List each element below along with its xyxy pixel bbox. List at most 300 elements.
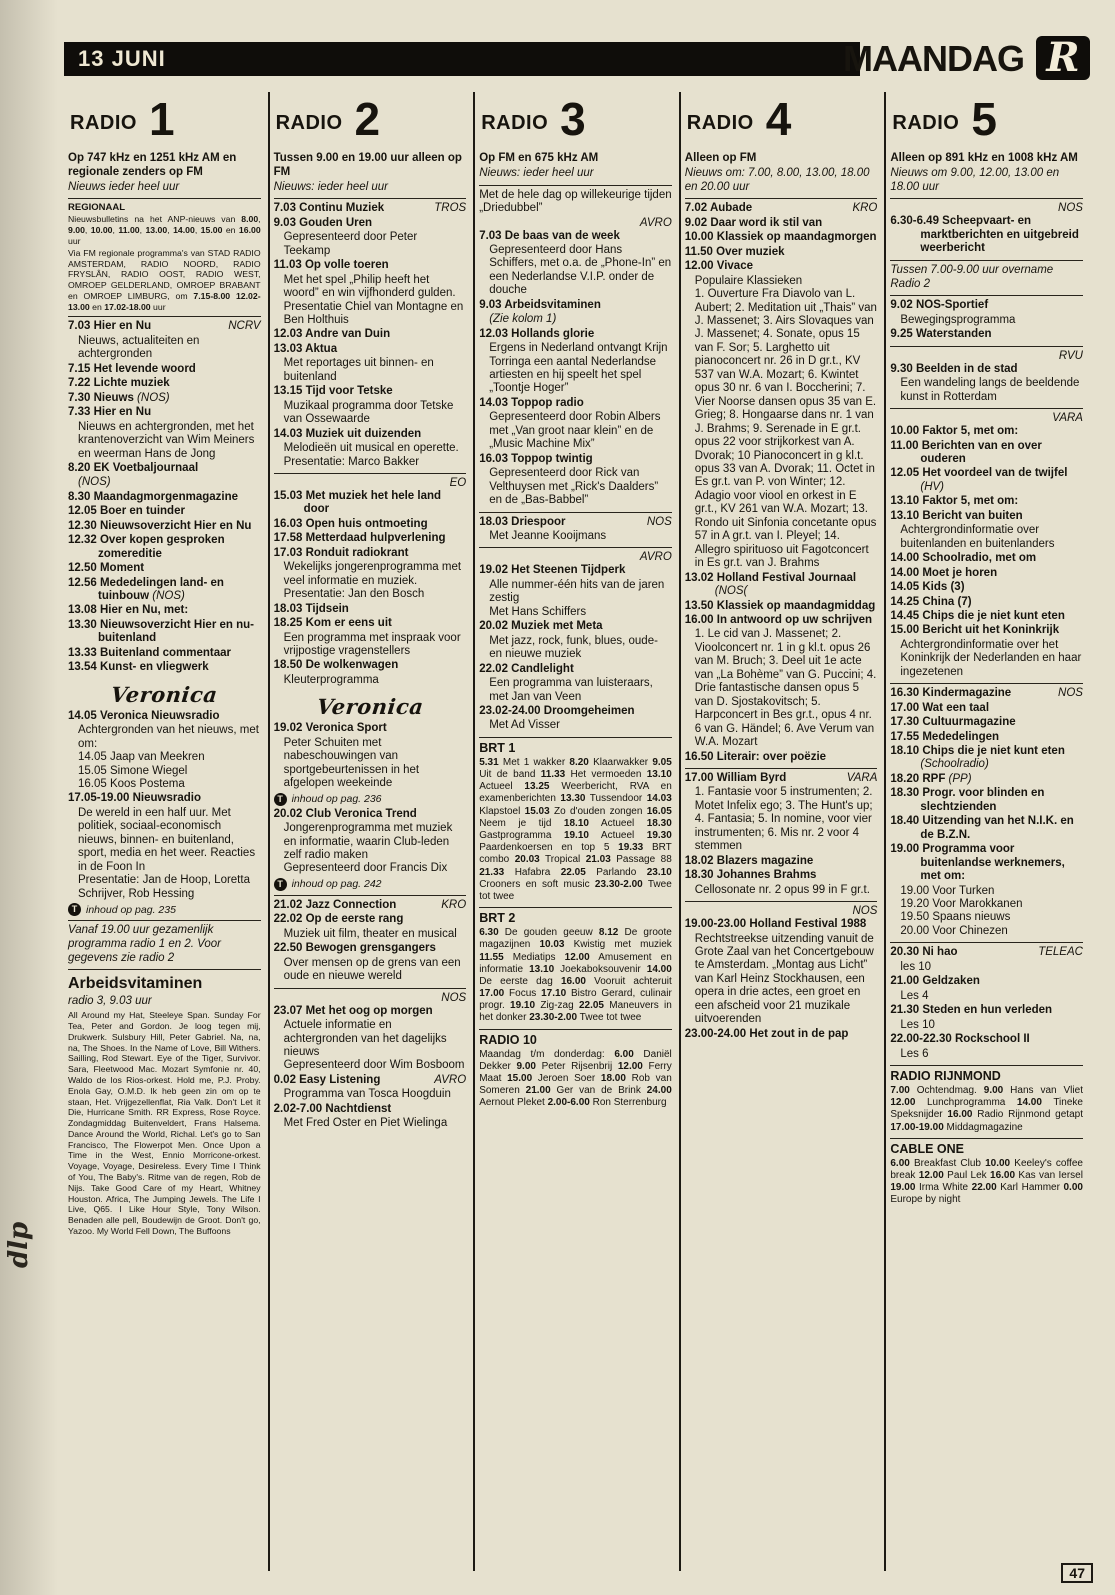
radio-column-3 (475, 92, 681, 1571)
program-description: Met jazz, rock, funk, blues, oude- en nieuwe muziek (489, 634, 658, 661)
divider (479, 907, 672, 908)
section-subheader: BRT 1 (479, 740, 516, 755)
frequency-info: Tussen 9.00 en 19.00 uur alleen op FM (273, 152, 462, 178)
news-schedule-note: Nieuws: ieder heel uur (273, 180, 389, 193)
program-title: Het Steenen Tijdperk (507, 564, 626, 577)
program-description: 1. Ouverture Fra Diavolo van L. Aubert; 2. Meditation uit „Thais” van J. Massenet; 3. Airs Slovaques van J. Massenet; 4. Sonate, opus 15 van F. Sor; 5. Larghetto uit pianoconcert nr. 26 in D gr.t., KV 537 van W.A. Mozart; 6. Kwintet opus 30 nr. 6 van I. Boccherini; 7. Vier Noorse dansen opus 35 van E. Grieg; 8. Hongaarse dans nr. 1 van J. Brahms; 9. Serenade in E gr.t. opus 22 voor strijkorkest van A. Dvorak; 10 Pianoconcert in g kl.t. opus 33 van A. Dvorak; 11. Octet in Es gr.t. van P. von Winter; 12. Adagio voor viool en orkest in E gr.t., KV 261 van W.A. Mozart; 13. Rondo uit Sinfonia concetante opus 57 in A gr.t. van I. Pleyel; 14. Allegro spirituoso uit Fagotconcert in Es gr.t. van J. Brahms (694, 288, 877, 570)
program-description: Met Hans Schiffers (489, 605, 587, 618)
broadcaster-tag: TELEAC (1038, 946, 1083, 959)
program-title: Waterstanden (912, 328, 992, 341)
frequency-info: Alleen op 891 kHz en 1008 kHz AM (890, 152, 1078, 164)
program-title: Bericht van buiten (919, 509, 1023, 522)
program-description: Nieuws, actualiteiten en achtergronden (78, 334, 200, 361)
page-ref-note (274, 793, 467, 806)
program-title: Kunst- en vliegwerk (96, 661, 209, 674)
program-entry (274, 343, 467, 356)
program-description: Een programma met inspraak voor vrijpostige vragenstellers (283, 631, 461, 657)
program-time: 9.02 (890, 299, 913, 312)
program-time: 23.02-24.00 (479, 705, 541, 717)
program-title: Moment (96, 562, 145, 575)
program-title: Muziek uit duizenden (302, 427, 422, 440)
program-entry (479, 516, 672, 529)
program-entry (68, 661, 261, 674)
program-description: Met reportages uit binnen- en buitenland (283, 357, 434, 383)
program-description: Achtergrondinformatie over buitenlanden en buitenlanders (900, 524, 1055, 550)
program-entry (890, 510, 1083, 523)
news-schedule-note: Nieuws ieder heel uur (68, 180, 180, 193)
program-time: 19.02 (479, 564, 508, 577)
station-listing-text: 6.00 Breakfast Club 10.00 Keeley's coffee break 12.00 Paul Lek 16.00 Kas van Iersel 19.00 Irma White 22.00 Karl Hammer 0.00 Europe by night (890, 1157, 1083, 1206)
date-bar (64, 42, 860, 76)
program-time: 22.02 (273, 913, 303, 926)
program-entry (274, 1103, 467, 1116)
program-entry (68, 462, 261, 475)
program-title: EK Voetbaljournaal (90, 461, 199, 474)
program-title: Andre van Duin (302, 328, 391, 341)
program-entry (274, 385, 467, 398)
section-subheader: RADIO 10 (479, 1032, 537, 1047)
program-entry (890, 567, 1083, 580)
program-time: 7.03 (68, 320, 91, 333)
program-time: 9.30 (890, 362, 913, 375)
divider (890, 346, 1083, 347)
program-note: (PP) (945, 772, 972, 785)
program-time: 14.03 (479, 396, 508, 409)
program-title: Toppop radio (507, 396, 584, 409)
divider (890, 942, 1083, 943)
program-time: 20.30 (890, 946, 920, 959)
program-entry (890, 1033, 1083, 1046)
program-entry (274, 942, 467, 955)
program-time: 12.50 (68, 562, 97, 575)
program-title: Jazz Connection (302, 898, 397, 911)
program-time: 14.45 (890, 609, 920, 622)
program-title: Nieuwsradio (129, 792, 201, 805)
program-entry (274, 913, 467, 926)
program-title: Muziek met Meta (507, 620, 603, 633)
program-entry (890, 815, 1083, 842)
divider (479, 512, 672, 513)
program-description: 15.05 Simone Wiegel (78, 764, 188, 777)
program-title: Nieuwsoverzicht Hier en Nu (96, 519, 252, 532)
program-time: 17.58 (273, 532, 303, 545)
program-title: Veronica Nieuwsradio (96, 709, 220, 722)
program-entry (890, 328, 1083, 341)
columns-container (64, 92, 1090, 1571)
program-description: Achtergronden van het nieuws, met om: (78, 724, 259, 750)
program-title: Hollands glorie (507, 327, 595, 340)
program-time: 18.02 (684, 854, 714, 867)
column-number: 2 (354, 93, 381, 146)
program-entry (68, 710, 261, 723)
column-number: 1 (148, 93, 175, 146)
italic-note: Vanaf 19.00 uur gezamenlijk programma radio 1 en 2. Voor gegevens zie radio 2 (68, 924, 221, 964)
program-title: Met muziek het hele land door (302, 490, 442, 516)
program-description: Melodieën uit musical en operette. Presentatie: Marco Bakker (283, 442, 459, 468)
program-title: Continu Muziek (295, 202, 385, 215)
program-title: Easy Listening (295, 1073, 381, 1086)
program-time: 9.02 (684, 216, 708, 229)
smallprint-text: Via FM regionale programma's van STAD RADIO AMSTERDAM, RADIO NOORD, RADIO FRYSLÂN, RADIO OOST, RADIO WEST, OMROEP GELDERLAND, OMROEP BRABANT en OMROEP LIMBURG, om 7.15-8.00 12.02-13.00 en 17.02-18.00 uur (68, 247, 261, 312)
program-description: Programma van Tosca Hoogduin (283, 1088, 451, 1101)
veronica-logo: Veronica (109, 681, 219, 707)
program-time: 13.10 (890, 509, 920, 522)
program-time: 18.25 (273, 617, 303, 630)
program-time: 2.02-7.00 (273, 1102, 323, 1115)
program-time: 7.33 (68, 406, 91, 419)
program-title: Arbeidsvitaminen (501, 298, 601, 311)
program-time: 21.30 (890, 1004, 920, 1017)
program-entry (890, 946, 1083, 959)
program-title: De wolkenwagen (302, 659, 399, 672)
program-description-italic: (Zie kolom 1) (489, 313, 557, 326)
program-time: 20.02 (273, 807, 303, 820)
program-entry (685, 600, 878, 613)
program-description: Les 4 (900, 989, 929, 1002)
program-time: 21.00 (890, 975, 920, 988)
program-title: Mededelingen land- en tuinbouw (96, 576, 224, 603)
radio-column-4 (681, 92, 887, 1571)
program-time: 18.10 (890, 745, 920, 758)
program-time: 12.05 (68, 505, 97, 518)
program-title: Open huis ontmoeting (302, 517, 428, 530)
program-title: Ronduit radiokrant (302, 546, 409, 559)
column-number: 3 (560, 93, 586, 146)
program-entry (68, 392, 261, 405)
program-entry (890, 731, 1083, 744)
program-time: 9.03 (273, 216, 296, 229)
program-entry (890, 1004, 1083, 1017)
program-title: William Byrd (713, 771, 787, 784)
program-time: 18.03 (273, 602, 303, 615)
news-schedule-note: Nieuws om: 7.00, 8.00, 13.00, 18.00 en 20.00 uur (684, 166, 870, 193)
program-title: Het voordeel van de twijfel (919, 467, 1068, 480)
program-time: 18.40 (890, 815, 920, 828)
broadcaster-tag: NCRV (228, 320, 261, 333)
program-description: 1. Fantasie voor 5 instrumenten; 2. Motet Infelix ego; 3. The Hunt's up; 4. Fantasia; 5. In nomine, voor vier instrumenten; 6. Mis nr. 2 voor 4 stemmen (694, 786, 873, 853)
program-title: Geldzaken (919, 975, 980, 988)
program-time: 17.03 (273, 546, 303, 559)
program-title: Het levende woord (90, 362, 196, 375)
program-description-italic: (NOS) (78, 476, 111, 489)
section-subheader: BRT 2 (479, 911, 516, 926)
program-time: 7.03 (479, 229, 502, 242)
program-description: Met Jeanne Kooijmans (489, 530, 607, 543)
divider (68, 316, 261, 317)
program-time: 19.00-23.00 (684, 918, 747, 931)
column-number: 4 (765, 93, 792, 146)
program-time: 22.00-22.30 (890, 1033, 952, 1046)
day-label: MAANDAG (843, 38, 1024, 79)
program-time: 16.03 (273, 517, 303, 530)
program-time: 12.03 (273, 328, 303, 341)
program-title: Kom er eens uit (302, 617, 392, 630)
program-time: 12.03 (479, 327, 508, 340)
program-time: 12.00 (684, 260, 714, 273)
news-schedule-note: Nieuws: ieder heel uur (479, 166, 594, 179)
program-entry (890, 215, 1083, 255)
program-description: Alle nummer-één hits van de jaren zestig (489, 578, 665, 605)
program-entry (274, 808, 467, 821)
program-entry (890, 716, 1083, 729)
program-entry (890, 596, 1083, 609)
program-title: Buitenland commentaar (96, 646, 231, 659)
divider (274, 473, 467, 474)
program-entry (479, 663, 672, 676)
program-title: Over muziek (712, 245, 785, 258)
program-title: Vivace (713, 260, 753, 273)
program-entry (890, 581, 1083, 594)
program-description: Gepresenteerd door Robin Albers met „Van groot naar klein” en de „Music Machine Mix” (489, 411, 661, 451)
program-description: Nieuws en achtergronden, met het krantenoverzicht van Wim Meiners en weerman Hans de Jong (78, 420, 255, 460)
program-title: Nieuws (90, 391, 134, 404)
program-title: Nieuwsoverzicht Hier en nu-buitenland (96, 618, 254, 645)
page-ref-note (274, 878, 467, 891)
column-title: RADIO (481, 112, 549, 134)
program-title: Blazers magazine (713, 854, 814, 867)
program-entry (68, 377, 261, 390)
divider (890, 198, 1083, 199)
program-title: Moet je horen (919, 566, 998, 579)
column-header (275, 93, 467, 146)
program-description: Gepresenteerd door Hans Schiffers, met o.a. de „Phone-In” en een Nederlandse V.I.P. onder de douche (489, 243, 672, 297)
program-title: Gouden Uren (295, 216, 373, 229)
program-time: 18.30 (684, 869, 714, 882)
program-title: Scheepvaart- en marktberichten en uitgebreid weerbericht (920, 215, 1079, 255)
program-description: Populaire Klassieken (694, 274, 803, 287)
program-entry (479, 230, 672, 243)
divider (274, 895, 467, 896)
program-time: 10.00 (890, 425, 920, 438)
radio-column-1 (64, 92, 270, 1571)
program-time: 14.00 (890, 552, 920, 565)
broadcaster-tag: VARA (846, 771, 878, 784)
program-title: Klassiek op maandagmiddag (713, 599, 876, 612)
broadcaster-tag: KRO (852, 202, 878, 215)
program-time: 13.30 (68, 618, 97, 631)
program-entry (890, 552, 1083, 565)
station-listing-text: Maandag t/m donderdag: 6.00 Daniël Dekker 9.00 Peter Rijsenbrij 12.00 Ferry Maat 15.00 Jeroen Soer 18.00 Rob van Someren 21.00 Ger van de Brink 24.00 Aernout Pleket 2.00-6.00 Ron Sterrenburg (479, 1048, 672, 1109)
program-description: Gepresenteerd door Wim Bosboom (283, 1059, 465, 1072)
program-title: Toppop twintig (507, 452, 593, 465)
program-description: Actuele informatie en achtergronden van het dagelijks nieuws (283, 1019, 447, 1058)
page-ref-text: inhoud op pag. 242 (291, 878, 382, 891)
column-header (686, 93, 878, 146)
column-title: RADIO (70, 112, 137, 134)
program-time: 12.32 (68, 534, 97, 547)
program-description: De wereld in een half uur. Met politiek, sociaal-economisch nieuws, binnen- en buitenland, sport, media en het weer. Reacties in de Foon In (78, 806, 256, 873)
program-time: 11.00 (890, 439, 919, 452)
divider (890, 683, 1083, 684)
program-entry (685, 869, 878, 882)
program-title: Berichten van en over ouderen (918, 439, 1042, 465)
program-entry (274, 532, 467, 545)
teletext-icon: T (274, 878, 287, 891)
news-schedule-note: radio 3, 9.03 uur (68, 995, 152, 1008)
program-title: Aktua (302, 342, 338, 355)
column-header (70, 93, 261, 146)
program-entry (685, 572, 878, 599)
program-time: 20.02 (479, 620, 508, 633)
program-time: 13.33 (68, 646, 97, 659)
program-time: 7.30 (68, 391, 91, 404)
program-description: Gepresenteerd door Rick van Velthuysen met „Rick's Daalders” en de „Bas-Babbel” (489, 467, 659, 507)
program-entry (479, 397, 672, 410)
program-time: 18.03 (479, 515, 508, 528)
program-title: Kids (3) (919, 581, 965, 594)
program-time: 8.20 (68, 461, 91, 474)
date-label: 13 JUNI (78, 46, 166, 71)
program-time: 7.02 (684, 202, 708, 215)
broadcaster-tag: TROS (434, 202, 467, 215)
program-description: 19.50 Spaans nieuws (900, 911, 1011, 924)
program-entry (890, 773, 1083, 786)
program-time: 18.50 (273, 659, 303, 672)
program-title: Kindermagazine (919, 687, 1012, 700)
page-number: 47 (1061, 1563, 1093, 1583)
station-listing-text: 7.00 Ochtendmag. 9.00 Hans van Vliet 12.00 Lunchprogramma 14.00 Tineke Speksnijder 16.00 Radio Rijnmond getapt 17.00-19.00 Middagmagazine (890, 1085, 1083, 1133)
program-title: Tijd voor Tetske (302, 385, 393, 398)
program-title: Klassiek op maandagmorgen (713, 231, 877, 244)
program-time: 14.03 (273, 427, 303, 440)
divider (890, 295, 1083, 296)
program-title: Bericht uit het Koninkrijk (919, 624, 1060, 637)
program-note: (NOS) (133, 391, 170, 404)
divider (479, 547, 672, 548)
program-description: Met Fred Oster en Piet Wielinga (283, 1117, 448, 1130)
section-subheader: CABLE ONE (890, 1141, 964, 1156)
program-entry (68, 491, 261, 504)
program-time: 17.30 (890, 716, 920, 729)
program-entry (479, 564, 672, 577)
program-entry (68, 363, 261, 376)
program-time: 12.56 (68, 576, 97, 589)
program-time: 13.54 (68, 661, 97, 674)
program-time: 12.30 (68, 519, 97, 532)
program-entry (890, 610, 1083, 623)
program-entry (685, 751, 878, 764)
station-listing-text: 6.30 De gouden geeuw 8.12 De groote magazijnen 10.03 Kwistig met muziek 11.55 Mediatips 12.00 Amusement en informatie 13.10 Joekaboksouvenir 14.00 De eerste dag 16.00 Vooruit achteruit 17.00 Focus 17.10 Bistro Gerard, culinair progr. 19.10 Zig-zag 22.05 Maneuvers in het donker 23.30-2.00 Twee tot twee (479, 927, 672, 1024)
program-entry (890, 467, 1083, 494)
program-time: 19.02 (273, 722, 303, 735)
frequency-info: Op FM en 675 kHz AM (479, 152, 599, 164)
program-time: 22.02 (479, 662, 508, 675)
program-entry (68, 534, 261, 561)
program-title: Daar word ik stil van (707, 216, 823, 229)
program-time: 8.30 (68, 490, 91, 503)
program-description: Ergens in Nederland ontvangt Krijn Torringa een aantal Nederlandse artiesten en hij speelt het spel „Toontje Hoger” (489, 342, 668, 395)
divider (479, 185, 672, 186)
divider (890, 408, 1083, 409)
program-time: 7.22 (68, 377, 91, 390)
program-title: Cultuurmagazine (919, 716, 1016, 729)
program-entry (68, 792, 261, 805)
program-title: Tijdsein (302, 602, 349, 615)
broadcaster-label: NOS (1058, 202, 1083, 215)
program-time: 14.05 (890, 581, 920, 594)
program-title: Holland Festival Journaal (713, 571, 857, 584)
program-title: Steden en hun verleden (919, 1004, 1053, 1017)
program-title: Metterdaad hulpverlening (302, 532, 446, 545)
program-title: Maandagmorgenmagazine (90, 490, 239, 503)
program-time: 16.03 (479, 452, 508, 465)
program-time: 23.07 (273, 1004, 303, 1017)
program-entry (274, 617, 467, 630)
program-note: (NOS( (714, 585, 748, 598)
program-title: Progr. voor blinden en slechtzienden (919, 787, 1045, 813)
program-entry (274, 899, 467, 912)
teletext-icon: T (274, 793, 287, 806)
program-description: Met het spel „Philip heeft het woord” en win vijfhonderd gulden. Presentatie Chiel van Montagne en Ben Holthuis (283, 273, 464, 327)
program-title: China (7) (919, 595, 972, 608)
program-entry (479, 299, 672, 312)
program-description: les 10 (900, 960, 932, 973)
program-title: Lichte muziek (90, 377, 170, 390)
divider (890, 1065, 1083, 1066)
frequency-info: Op 747 kHz en 1251 kHz AM en regionale zenders op FM (68, 152, 237, 178)
program-entry (68, 619, 261, 646)
program-entry (68, 577, 261, 604)
program-title: Driespoor (507, 515, 566, 528)
column-number: 5 (971, 93, 997, 146)
program-time: 15.03 (273, 490, 303, 502)
program-title: NOS-Sportief (912, 299, 989, 312)
program-description: Achtergrondinformatie over het Koninkrijk der Nederlanden en haar ingezetenen (900, 638, 1082, 678)
program-entry (274, 1005, 467, 1018)
program-description: 20.00 Voor Chinezen (900, 924, 1008, 937)
program-time: 14.25 (890, 595, 920, 608)
program-description: Kleuterprogramma (283, 673, 379, 686)
column-note: Met de hele dag op willekeurige tijden „Driedubbel” (479, 188, 672, 215)
program-entry (685, 772, 878, 785)
program-title: Literair: over poëzie (713, 750, 827, 763)
program-entry (68, 406, 261, 419)
program-entry (274, 328, 467, 341)
program-description: Rechtstreekse uitzending vanuit de Grote Zaal van het Concertgebouw te Amsterdam. „Montag aus Licht” van Karl Heinz Stockhausen, een opera in drie actes, een groet en een afscheid voor 21 muzikale uitvoerenden (694, 932, 874, 1026)
program-description: 19.20 Voor Marokkanen (900, 898, 1023, 911)
divider (685, 768, 878, 769)
program-title: Chips die je niet kunt eten (919, 745, 1065, 758)
broadcaster-label: AVRO (639, 551, 672, 564)
program-description: Bewegingsprogramma (900, 313, 1016, 326)
program-time: 23.00-24.00 (684, 1027, 747, 1040)
spine-label: dlp (4, 1221, 34, 1268)
program-entry (890, 745, 1083, 772)
program-title: RPF (919, 772, 946, 785)
teletext-icon: T (68, 903, 81, 916)
program-entry (890, 425, 1083, 438)
program-title: Aubade (707, 202, 753, 215)
program-entry (274, 490, 467, 517)
program-description: Een programma van luisteraars, met Jan van Veen (489, 677, 653, 703)
broadcaster-tag: NOS (1058, 687, 1083, 700)
page-ref-text: inhoud op pag. 235 (86, 903, 176, 916)
broadcaster-label: NOS (852, 905, 878, 918)
program-entry (274, 659, 467, 672)
program-entry (890, 975, 1083, 988)
broadcaster-tag: AVRO (434, 1073, 467, 1086)
program-title: Op de eerste rang (302, 913, 404, 926)
program-title: Programma voor buitenlandse werknemers, met om: (919, 843, 1065, 883)
program-entry (890, 624, 1083, 637)
broadcaster-label: RVU (1058, 349, 1083, 362)
program-time: 13.03 (273, 342, 303, 355)
program-time: 12.05 (890, 467, 920, 480)
program-entry (685, 231, 878, 244)
program-title: Het zout in de pap (746, 1027, 849, 1040)
program-title: Rockschool II (951, 1033, 1030, 1046)
program-entry (890, 299, 1083, 312)
